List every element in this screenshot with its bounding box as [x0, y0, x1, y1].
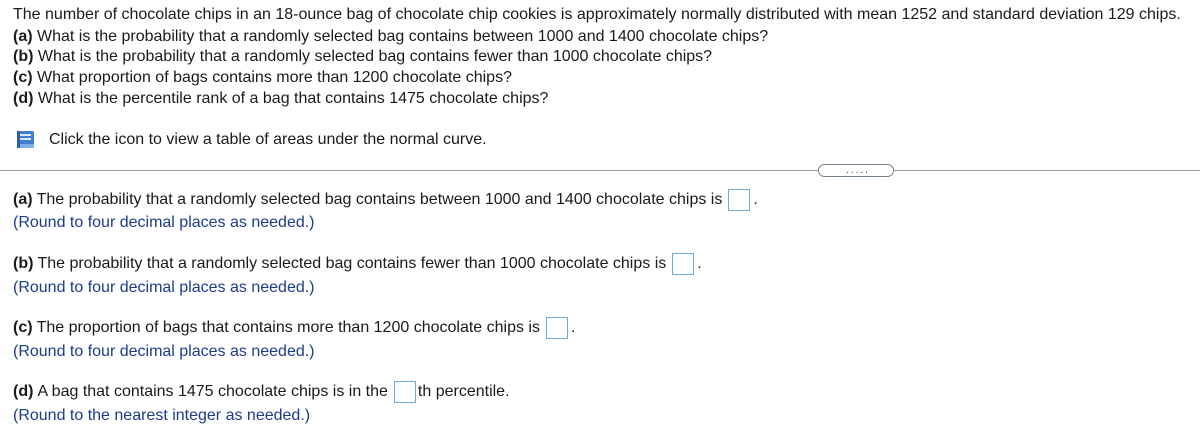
normal-table-helper — [15, 129, 487, 151]
answer-a-hint: (Round to four decimal places as needed.) — [13, 214, 315, 231]
problem-intro: The number of chocolate chips in an 18-ounce bag of chocolate chip cookies is approximately normally distributed with mean 1252 and standard deviation 129 chips. — [13, 6, 1181, 23]
answer-a-text: The probability that a randomly selected bag contains between 1000 and 1400 chocolate chips is — [36, 191, 723, 208]
question-c — [13, 67, 512, 89]
question-c-label: (c) — [13, 69, 33, 86]
question-b-text: What is the probability that a randomly selected bag contains fewer than 1000 chocolate chips? — [37, 48, 713, 65]
more-options-button[interactable]: ..... — [818, 164, 894, 177]
answer-b-period: . — [697, 255, 702, 272]
question-c-text: What proportion of bags contains more than 1200 chocolate chips? — [37, 69, 512, 86]
answer-b-hint: (Round to four decimal places as needed.) — [13, 279, 315, 296]
answer-b — [13, 253, 702, 275]
answer-c-period: . — [570, 319, 576, 336]
answer-b-input[interactable] — [672, 253, 694, 275]
question-d-text: What is the percentile rank of a bag that contains 1475 chocolate chips? — [37, 90, 549, 107]
answer-a-input[interactable] — [728, 189, 750, 211]
question-d-label: (d) — [13, 90, 34, 107]
answer-a-period: . — [753, 191, 758, 208]
answer-d-suffix: th percentile. — [417, 383, 510, 400]
section-divider — [0, 170, 1200, 171]
answer-d-text: A bag that contains 1475 chocolate chips is in the — [37, 383, 388, 400]
question-a — [13, 26, 768, 48]
answer-c-hint: (Round to four decimal places as needed.) — [13, 343, 315, 360]
helper-text: Click the icon to view a table of areas under the normal curve. — [49, 131, 487, 148]
answer-c-label: (c) — [13, 319, 33, 336]
book-icon[interactable] — [15, 130, 36, 150]
question-d — [13, 88, 548, 110]
answer-c — [13, 317, 575, 339]
answer-d-label: (d) — [13, 383, 34, 400]
question-a-text: What is the probability that a randomly selected bag contains between 1000 and 1400 chocolate chips? — [37, 28, 769, 45]
answer-d — [13, 381, 510, 403]
answer-c-text: The proportion of bags that contains more than 1200 chocolate chips is — [36, 319, 540, 336]
answer-d-hint: (Round to the nearest integer as needed.) — [13, 407, 311, 424]
question-b — [13, 46, 712, 68]
answer-b-label: (b) — [13, 255, 34, 272]
question-b-label: (b) — [13, 48, 34, 65]
answer-b-text: The probability that a randomly selected bag contains fewer than 1000 chocolate chips is — [37, 255, 667, 272]
question-a-label: (a) — [13, 28, 33, 45]
answer-d-input[interactable] — [394, 381, 416, 403]
answer-c-input[interactable] — [546, 317, 568, 339]
answer-a-label: (a) — [13, 191, 33, 208]
answer-a — [13, 189, 758, 211]
